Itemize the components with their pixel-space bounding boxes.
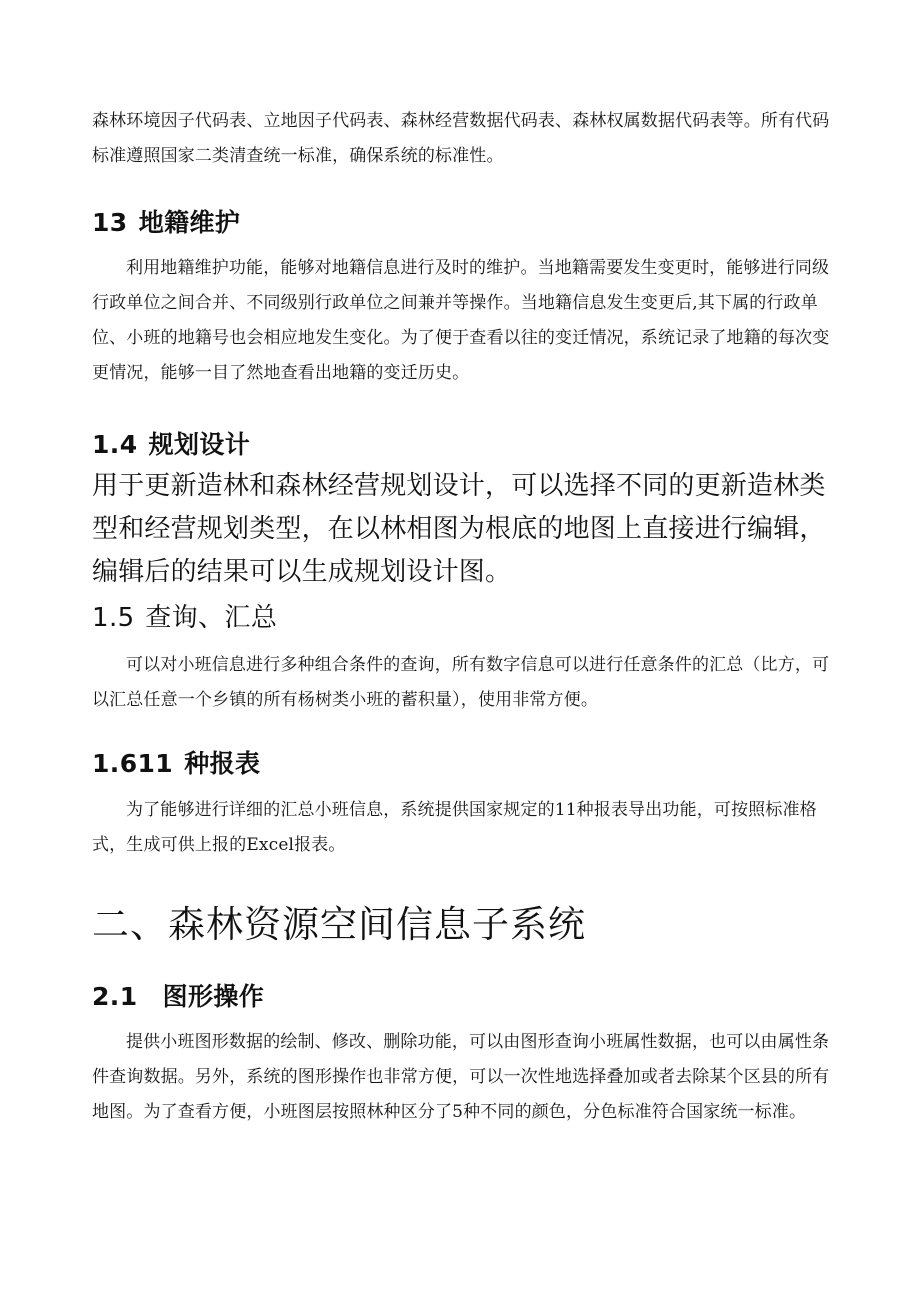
chapter-heading-2: 二、森林资源空间信息子系统 xyxy=(92,903,586,946)
section-title: 图形操作 xyxy=(162,982,265,1011)
section-1-3-paragraph: 利用地籍维护功能，能够对地籍信息进行及时的维护。当地籍需要发生变更时，能够进行同级行政单位之间合并、不同级别行政单位之间兼并等操作。当地籍信息发生变更后,其下属的行政单位、小班的地籍号也会相应地发生变化。为了便于查看以往的变迁情况，系统记录了地籍的每次变更情况，能够一目了然地查看出地籍的变迁历史。 xyxy=(92,258,830,383)
section-number: 13 xyxy=(92,208,128,237)
section-heading-2-1 xyxy=(92,977,264,1013)
section-heading-1-6 xyxy=(92,744,260,780)
section-2-1-paragraph: 提供小班图形数据的绘制、修改、删除功能，可以由图形查询小班属性数据，也可以由属性条件查询数据。另外，系统的图形操作也非常方便，可以一次性地选择叠加或者去除某个区县的所有地图。为了查看方便，小班图层按照林种区分了5种不同的颜色，分色标准符合国家统一标准。 xyxy=(92,1032,830,1122)
section-number: 1.5 xyxy=(92,603,135,633)
section-title: 地籍维护 xyxy=(138,208,241,237)
section-number: 2.1 xyxy=(92,982,138,1011)
section-title: 规划设计 xyxy=(148,430,251,459)
section-title: 查询、汇总 xyxy=(145,603,278,633)
section-1-4-paragraph: 用于更新造林和森林经营规划设计，可以选择不同的更新造林类型和经营规划类型，在以林相图为根底的地图上直接进行编辑，编辑后的结果可以生成规划设计图。 xyxy=(92,471,826,587)
section-1-6-paragraph: 为了能够进行详细的汇总小班信息，系统提供国家规定的11种报表导出功能，可按照标准格式，生成可供上报的Excel报表。 xyxy=(92,800,817,855)
section-title: 种报表 xyxy=(184,749,261,778)
section-heading-1-4 xyxy=(92,425,250,461)
section-number: 1.611 xyxy=(92,749,174,778)
section-heading-1-3 xyxy=(92,203,240,239)
intro-paragraph: 森林环境因子代码表、立地因子代码表、森林经营数据代码表、森林权属数据代码表等。所有代码标准遵照国家二类清查统一标准，确保系统的标准性。 xyxy=(92,111,830,166)
section-heading-1-5 xyxy=(92,597,277,634)
section-1-5-paragraph: 可以对小班信息进行多种组合条件的查询，所有数字信息可以进行任意条件的汇总（比方，可以汇总任意一个乡镇的所有杨树类小班的蓄积量），使用非常方便。 xyxy=(92,655,830,710)
section-number: 1.4 xyxy=(92,430,138,459)
